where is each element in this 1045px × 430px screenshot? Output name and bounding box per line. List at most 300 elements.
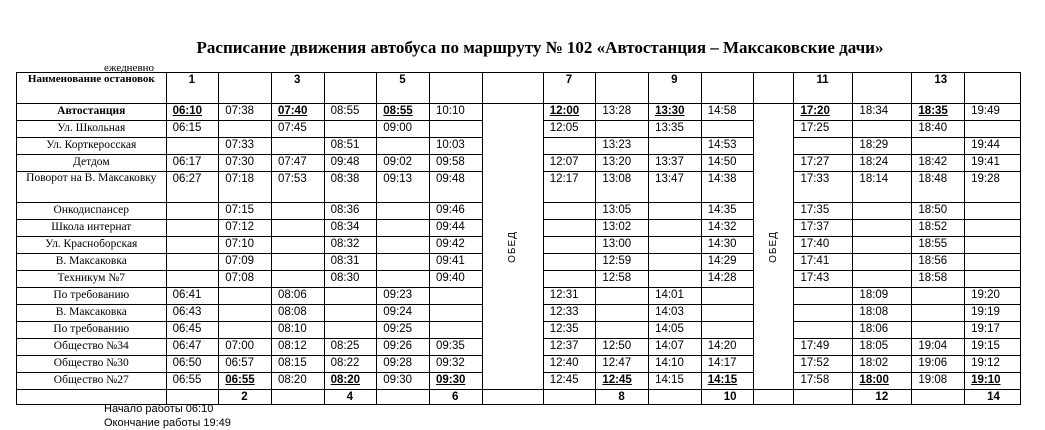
time-value: 08:25 [330, 340, 360, 352]
time-value: 14:30 [707, 238, 737, 250]
departure-time [965, 271, 1021, 288]
time-value: 19:19 [971, 306, 1000, 318]
time-value: 14:01 [655, 289, 684, 301]
departure-time [166, 237, 219, 254]
departure-time [429, 373, 482, 390]
departure-time [596, 220, 649, 237]
departure-time [965, 339, 1021, 356]
departure-time [429, 138, 482, 155]
time-value: 13:28 [602, 105, 632, 117]
time-value: 12:45 [602, 374, 632, 386]
time-value: 06:55 [172, 374, 202, 386]
time-value: 17:41 [800, 255, 830, 267]
departure-time [324, 373, 377, 390]
departure-time [701, 121, 754, 138]
time-value: 19:17 [971, 323, 1000, 335]
time-value: 13:30 [655, 105, 685, 117]
departure-time [219, 305, 272, 322]
time-value: 18:52 [918, 221, 948, 233]
departure-time [794, 305, 853, 322]
time-value: 13:20 [602, 156, 632, 168]
trip-number-bottom [377, 390, 430, 405]
time-value: 12:45 [549, 374, 579, 386]
trip-number-bottom [794, 390, 853, 405]
time-value: 07:45 [277, 122, 307, 134]
lunch-break-label: ОБЕД [506, 230, 518, 263]
trip-number-bottom [271, 390, 324, 405]
departure-time [965, 138, 1021, 155]
departure-time [543, 322, 596, 339]
departure-time [377, 203, 430, 220]
departure-time [543, 155, 596, 172]
departure-time [853, 288, 912, 305]
time-value: 07:15 [225, 204, 255, 216]
departure-time [649, 237, 702, 254]
departure-time [219, 237, 272, 254]
stop-name: Техникум №7 [17, 271, 167, 288]
departure-time [324, 220, 377, 237]
time-value: 07:09 [225, 255, 255, 267]
departure-time [701, 220, 754, 237]
time-value: 17:49 [800, 340, 830, 352]
time-value: 09:13 [383, 173, 413, 185]
time-value: 09:28 [383, 357, 413, 369]
departure-time [701, 237, 754, 254]
departure-time [429, 172, 482, 203]
departure-time [219, 138, 272, 155]
trip-number-top [596, 73, 649, 104]
departure-time [912, 322, 965, 339]
trip-number-bottom: 14 [965, 390, 1021, 405]
departure-time [377, 172, 430, 203]
departure-time [912, 356, 965, 373]
time-value: 08:10 [277, 323, 307, 335]
trip-number-top: 5 [377, 73, 430, 104]
departure-time [965, 155, 1021, 172]
departure-time [271, 271, 324, 288]
time-value: 13:47 [655, 173, 684, 185]
departure-time [701, 305, 754, 322]
time-value: 14:28 [707, 272, 737, 284]
departure-time [429, 288, 482, 305]
departure-time [543, 339, 596, 356]
time-value: 17:33 [800, 173, 830, 185]
time-value: 17:52 [800, 357, 830, 369]
time-value: 09:46 [435, 204, 465, 216]
departure-time [649, 172, 702, 203]
departure-time [596, 121, 649, 138]
departure-time [377, 237, 430, 254]
departure-time [219, 322, 272, 339]
trip-number-top [754, 73, 794, 104]
time-value: 13:35 [655, 122, 684, 134]
time-value: 08:51 [330, 139, 360, 151]
time-value: 07:12 [225, 221, 255, 233]
stop-name: По требованию [17, 288, 167, 305]
departure-time [324, 254, 377, 271]
departure-time [649, 271, 702, 288]
time-value: 08:20 [277, 374, 307, 386]
departure-time [596, 288, 649, 305]
time-value: 18:05 [859, 340, 889, 352]
time-value: 14:38 [707, 173, 737, 185]
stop-name: Поворот на В. Максаковку [17, 172, 167, 203]
stop-name: Школа интернат [17, 220, 167, 237]
departure-time [166, 356, 219, 373]
time-value: 19:08 [918, 374, 948, 386]
trip-number-top [853, 73, 912, 104]
time-value: 08:36 [330, 204, 360, 216]
departure-time [794, 121, 853, 138]
departure-time [271, 172, 324, 203]
time-value: 13:02 [602, 221, 632, 233]
time-value: 07:40 [277, 105, 308, 117]
departure-time [912, 305, 965, 322]
time-value: 09:25 [383, 323, 413, 335]
time-value: 07:53 [277, 173, 307, 185]
departure-time [377, 254, 430, 271]
trip-number-bottom: 12 [853, 390, 912, 405]
departure-time [596, 305, 649, 322]
departure-time [701, 254, 754, 271]
time-value: 10:03 [435, 139, 465, 151]
departure-time [794, 104, 853, 121]
departure-time [543, 254, 596, 271]
work-start-text: Начало работы 06:10 [104, 403, 214, 415]
departure-time [649, 356, 702, 373]
time-value: 17:20 [800, 105, 830, 117]
departure-time [219, 356, 272, 373]
time-value: 12:47 [602, 357, 632, 369]
time-value: 09:30 [383, 374, 413, 386]
time-value: 09:02 [383, 156, 413, 168]
departure-time [377, 220, 430, 237]
header-row [17, 73, 1021, 104]
departure-time [166, 288, 219, 305]
departure-time [166, 373, 219, 390]
time-value: 09:40 [435, 272, 465, 284]
departure-time [543, 288, 596, 305]
departure-time [965, 121, 1021, 138]
departure-time [543, 271, 596, 288]
time-value: 17:37 [800, 221, 830, 233]
departure-time [271, 155, 324, 172]
time-value: 12:37 [549, 340, 579, 352]
time-value: 13:37 [655, 156, 684, 168]
time-value: 18:00 [859, 374, 889, 386]
time-value: 09:30 [435, 374, 466, 386]
time-value: 08:31 [330, 255, 360, 267]
time-value: 19:12 [971, 357, 1000, 369]
time-value: 07:38 [225, 105, 255, 117]
time-value: 17:58 [800, 374, 830, 386]
departure-time [965, 203, 1021, 220]
departure-time [166, 305, 219, 322]
time-value: 09:00 [383, 122, 413, 134]
time-value: 19:20 [971, 289, 1000, 301]
departure-time [649, 322, 702, 339]
trip-number-bottom: 2 [219, 390, 272, 405]
time-value: 12:35 [549, 323, 579, 335]
time-value: 12:17 [549, 173, 579, 185]
trip-number-top: 11 [794, 73, 853, 104]
trip-number-top [429, 73, 482, 104]
time-value: 12:05 [549, 122, 579, 134]
departure-time [219, 155, 272, 172]
departure-time [219, 271, 272, 288]
departure-time [271, 288, 324, 305]
departure-time [853, 138, 912, 155]
time-value: 14:50 [707, 156, 737, 168]
departure-time [912, 138, 965, 155]
trip-number-bottom: 6 [429, 390, 482, 405]
departure-time [219, 373, 272, 390]
departure-time [965, 373, 1021, 390]
departure-time [701, 356, 754, 373]
departure-time [701, 271, 754, 288]
departure-time [853, 271, 912, 288]
departure-time [377, 155, 430, 172]
departure-time [794, 288, 853, 305]
departure-time [543, 220, 596, 237]
departure-time [649, 373, 702, 390]
departure-time [794, 356, 853, 373]
trip-number-top: 3 [271, 73, 324, 104]
trip-number-top: 9 [649, 73, 702, 104]
departure-time [543, 305, 596, 322]
departure-time [219, 288, 272, 305]
time-value: 07:08 [225, 272, 255, 284]
time-value: 18:42 [918, 156, 948, 168]
time-value: 12:00 [549, 105, 580, 117]
time-value: 12:58 [602, 272, 632, 284]
departure-time [701, 339, 754, 356]
stop-name: Общество №30 [17, 356, 167, 373]
departure-time [596, 339, 649, 356]
time-value: 18:06 [859, 323, 889, 335]
departure-time [596, 172, 649, 203]
time-value: 17:40 [800, 238, 830, 250]
time-value: 06:41 [172, 289, 202, 301]
time-value: 18:24 [859, 156, 889, 168]
departure-time [429, 203, 482, 220]
departure-time [853, 339, 912, 356]
time-value: 06:27 [172, 173, 202, 185]
departure-time [429, 322, 482, 339]
time-value: 09:41 [435, 255, 465, 267]
stop-name: По требованию [17, 322, 167, 339]
time-value: 08:38 [330, 173, 360, 185]
time-value: 18:14 [859, 173, 889, 185]
time-value: 09:23 [383, 289, 413, 301]
time-value: 08:55 [330, 105, 360, 117]
work-end-text: Окончание работы 19:49 [104, 417, 231, 429]
time-value: 14:29 [707, 255, 737, 267]
time-value: 18:48 [918, 173, 948, 185]
stop-name: Ул. Красноборская [17, 237, 167, 254]
time-value: 14:35 [707, 204, 737, 216]
time-value: 17:25 [800, 122, 830, 134]
stops-column-header: Наименование остановок [17, 73, 167, 104]
trip-number-top: 1 [166, 73, 219, 104]
departure-time [596, 203, 649, 220]
departure-time [912, 373, 965, 390]
time-value: 19:44 [971, 139, 1000, 151]
departure-time [794, 237, 853, 254]
departure-time [377, 271, 430, 288]
departure-time [324, 322, 377, 339]
departure-time [324, 138, 377, 155]
departure-time [701, 322, 754, 339]
departure-time [166, 322, 219, 339]
time-value: 18:29 [859, 139, 889, 151]
departure-time [853, 305, 912, 322]
departure-time [166, 155, 219, 172]
time-value: 12:50 [602, 340, 632, 352]
lunch-break-label: ОБЕД [767, 230, 779, 263]
time-value: 12:33 [549, 306, 579, 318]
departure-time [912, 203, 965, 220]
departure-time [596, 155, 649, 172]
trip-number-bottom [482, 390, 543, 405]
departure-time [912, 339, 965, 356]
departure-time [596, 254, 649, 271]
departure-time [596, 271, 649, 288]
time-value: 07:18 [225, 173, 255, 185]
departure-time [166, 203, 219, 220]
time-value: 07:33 [225, 139, 255, 151]
departure-time [166, 254, 219, 271]
departure-time [166, 220, 219, 237]
departure-time [965, 220, 1021, 237]
stop-name: В. Максаковка [17, 254, 167, 271]
time-value: 13:23 [602, 139, 632, 151]
departure-time [429, 220, 482, 237]
time-value: 06:57 [225, 357, 255, 369]
stop-name: Общество №27 [17, 373, 167, 390]
trip-number-top [219, 73, 272, 104]
departure-time [377, 288, 430, 305]
departure-time [965, 172, 1021, 203]
departure-time [853, 203, 912, 220]
departure-time [429, 237, 482, 254]
time-value: 06:47 [172, 340, 202, 352]
departure-time [794, 339, 853, 356]
departure-time [649, 138, 702, 155]
time-value: 14:07 [655, 340, 684, 352]
lunch-break-cell [482, 104, 543, 390]
trip-number-bottom [912, 390, 965, 405]
departure-time [853, 121, 912, 138]
departure-time [543, 373, 596, 390]
time-value: 12:07 [549, 156, 579, 168]
time-value: 17:43 [800, 272, 830, 284]
departure-time [271, 104, 324, 121]
departure-time [377, 138, 430, 155]
departure-time [912, 271, 965, 288]
departure-time [794, 172, 853, 203]
departure-time [701, 373, 754, 390]
departure-time [649, 339, 702, 356]
departure-time [794, 271, 853, 288]
departure-time [543, 237, 596, 254]
trip-number-bottom [543, 390, 596, 405]
departure-time [794, 322, 853, 339]
departure-time [965, 237, 1021, 254]
departure-time [543, 172, 596, 203]
departure-time [429, 339, 482, 356]
time-value: 06:15 [172, 122, 202, 134]
time-value: 18:58 [918, 272, 948, 284]
departure-time [271, 254, 324, 271]
departure-time [429, 305, 482, 322]
time-value: 12:40 [549, 357, 579, 369]
time-value: 06:43 [172, 306, 202, 318]
time-value: 14:03 [655, 306, 684, 318]
time-value: 12:59 [602, 255, 632, 267]
departure-time [701, 288, 754, 305]
departure-time [324, 172, 377, 203]
departure-time [271, 373, 324, 390]
time-value: 07:10 [225, 238, 255, 250]
departure-time [324, 305, 377, 322]
trip-number-top [482, 73, 543, 104]
trip-number-bottom: 4 [324, 390, 377, 405]
departure-time [166, 172, 219, 203]
time-value: 08:55 [383, 105, 413, 117]
departure-time [324, 104, 377, 121]
departure-time [912, 237, 965, 254]
time-value: 08:15 [277, 357, 307, 369]
time-value: 19:06 [918, 357, 948, 369]
time-value: 08:30 [330, 272, 360, 284]
departure-time [649, 155, 702, 172]
departure-time [649, 305, 702, 322]
time-value: 19:15 [971, 340, 1000, 352]
departure-time [596, 356, 649, 373]
stop-name: Детдом [17, 155, 167, 172]
departure-time [543, 104, 596, 121]
departure-time [271, 356, 324, 373]
departure-time [271, 237, 324, 254]
departure-time [377, 322, 430, 339]
schedule-table [16, 72, 1021, 405]
departure-time [324, 356, 377, 373]
departure-time [853, 373, 912, 390]
time-value: 13:05 [602, 204, 632, 216]
departure-time [596, 373, 649, 390]
departure-time [853, 220, 912, 237]
departure-time [429, 155, 482, 172]
trip-number-bottom [754, 390, 794, 405]
departure-time [377, 305, 430, 322]
departure-time [219, 339, 272, 356]
departure-time [912, 104, 965, 121]
departure-time [965, 254, 1021, 271]
departure-time [219, 104, 272, 121]
departure-time [271, 339, 324, 356]
departure-time [649, 104, 702, 121]
departure-time [794, 254, 853, 271]
trip-number-top [324, 73, 377, 104]
time-value: 14:15 [707, 374, 738, 386]
departure-time [853, 356, 912, 373]
departure-time [853, 322, 912, 339]
time-value: 14:58 [707, 105, 737, 117]
time-value: 14:32 [707, 221, 737, 233]
time-value: 08:08 [277, 306, 307, 318]
time-value: 14:53 [707, 139, 737, 151]
